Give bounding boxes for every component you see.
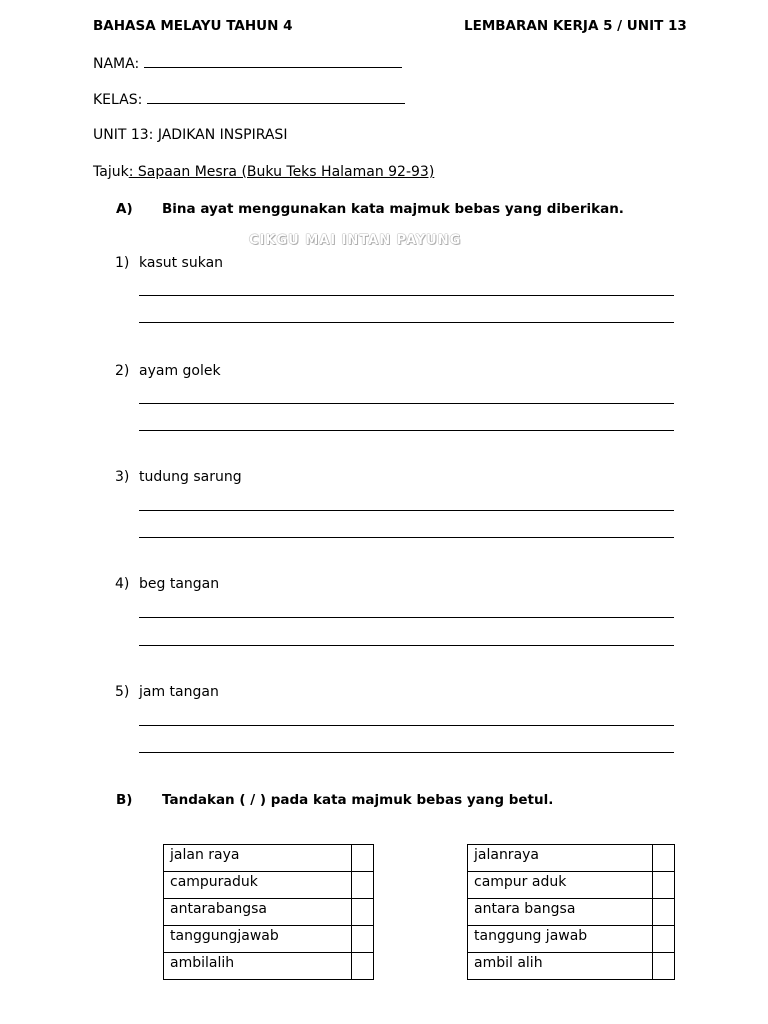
tajuk-label: Tajuk [93, 164, 129, 180]
question-2-number: 2) [115, 363, 130, 379]
answer-line-5b[interactable] [139, 752, 674, 753]
choice-label: ambil alih [468, 953, 653, 980]
right-choice-table [467, 844, 675, 980]
table-row [468, 845, 675, 872]
tick-box[interactable] [653, 872, 675, 899]
kelas-blank-line[interactable] [147, 91, 405, 104]
question-1-text: kasut sukan [139, 255, 224, 271]
choice-label: antara bangsa [468, 899, 653, 926]
table-row [468, 953, 675, 980]
question-4-text: beg tangan [139, 576, 220, 592]
choice-label: tanggung jawab [468, 926, 653, 953]
answer-line-2b[interactable] [139, 430, 674, 431]
section-b-marker: B) [116, 792, 133, 808]
table-row [164, 845, 374, 872]
choice-label: antarabangsa [164, 899, 352, 926]
table-row [164, 926, 374, 953]
section-a-instruction: Bina ayat menggunakan kata majmuk bebas yang diberikan. [162, 201, 624, 217]
question-5-number: 5) [115, 684, 130, 700]
choice-label: tanggungjawab [164, 926, 352, 953]
table-row [164, 872, 374, 899]
tick-box[interactable] [352, 845, 374, 872]
tick-box[interactable] [653, 899, 675, 926]
answer-line-5a[interactable] [139, 725, 674, 726]
nama-field [93, 55, 402, 72]
question-3-text: tudung sarung [139, 469, 242, 485]
tick-box[interactable] [352, 926, 374, 953]
tick-box[interactable] [653, 845, 675, 872]
tajuk-value: : Sapaan Mesra (Buku Teks Halaman 92-93) [128, 164, 435, 180]
tick-box[interactable] [352, 872, 374, 899]
worksheet-number-title: LEMBARAN KERJA 5 / UNIT 13 [464, 18, 687, 34]
answer-line-2a[interactable] [139, 403, 674, 404]
tick-box[interactable] [352, 899, 374, 926]
tick-box[interactable] [653, 953, 675, 980]
question-5-text: jam tangan [139, 684, 219, 700]
tick-box[interactable] [352, 953, 374, 980]
choice-label: jalanraya [468, 845, 653, 872]
kelas-label: KELAS: [93, 92, 143, 108]
answer-line-3b[interactable] [139, 537, 674, 538]
left-choice-table [163, 844, 374, 980]
choice-label: ambilalih [164, 953, 352, 980]
question-4-number: 4) [115, 576, 130, 592]
answer-line-1a[interactable] [139, 295, 674, 296]
question-1-number: 1) [115, 255, 130, 271]
unit-title: UNIT 13: JADIKAN INSPIRASI [93, 127, 288, 143]
question-3-number: 3) [115, 469, 130, 485]
table-row [164, 953, 374, 980]
kelas-field [93, 91, 405, 108]
answer-line-1b[interactable] [139, 322, 674, 323]
worksheet-subject-title: BAHASA MELAYU TAHUN 4 [93, 18, 293, 34]
watermark-text: CIKGU MAI INTAN PAYUNG [249, 233, 462, 248]
answer-line-4a[interactable] [139, 617, 674, 618]
answer-line-3a[interactable] [139, 510, 674, 511]
table-row [468, 872, 675, 899]
tajuk-line [93, 164, 434, 180]
table-row [468, 926, 675, 953]
choice-label: jalan raya [164, 845, 352, 872]
choice-label: campuraduk [164, 872, 352, 899]
section-b-instruction: Tandakan ( / ) pada kata majmuk bebas yang betul. [162, 792, 554, 808]
table-row [164, 899, 374, 926]
table-row [468, 899, 675, 926]
nama-blank-line[interactable] [144, 55, 402, 68]
nama-label: NAMA: [93, 56, 140, 72]
question-2-text: ayam golek [139, 363, 221, 379]
tick-box[interactable] [653, 926, 675, 953]
section-a-marker: A) [116, 201, 133, 217]
answer-line-4b[interactable] [139, 645, 674, 646]
choice-label: campur aduk [468, 872, 653, 899]
